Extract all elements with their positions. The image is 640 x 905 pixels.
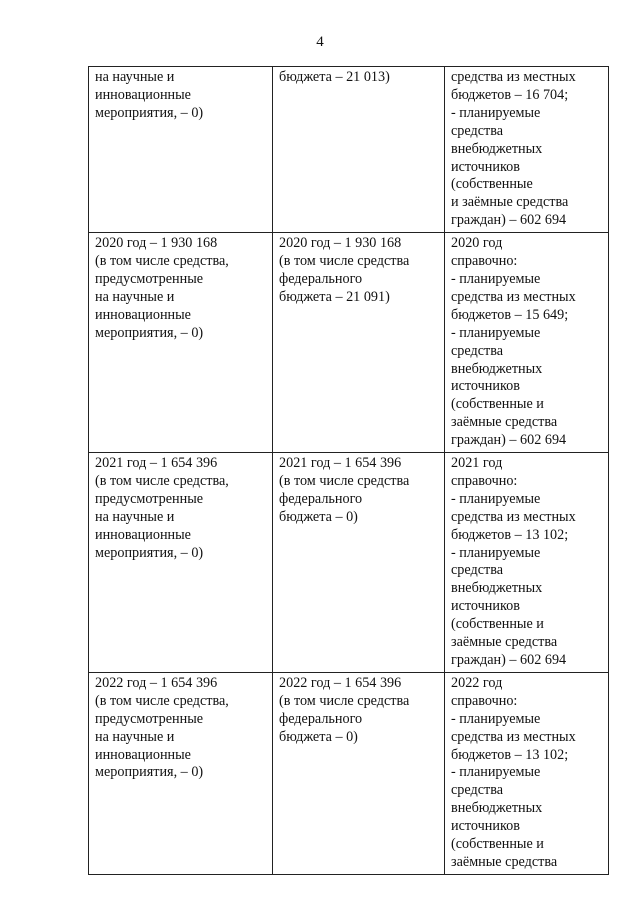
cell-text-line: на научные и	[95, 508, 175, 525]
cell-text-line: граждан) – 602 694	[451, 652, 567, 668]
reference-funding-cell	[445, 233, 609, 453]
cell-text-line: средства	[451, 562, 504, 579]
cell-text-line: (в том числе средства,	[95, 692, 229, 709]
funding-table	[88, 66, 609, 875]
cell-text-line: источников	[451, 378, 520, 395]
cell-text-line: (в том числе средства,	[95, 472, 229, 489]
reference-funding-cell	[445, 67, 609, 233]
page-number: 4	[316, 34, 324, 50]
cell-text-line: бюджетов – 13 102;	[451, 746, 569, 763]
cell-text-line: (собственные и	[451, 836, 544, 853]
cell-text-line: заёмные средства	[451, 853, 558, 870]
cell-text-line: федерального	[279, 490, 363, 507]
cell-text-line: федерального	[279, 270, 363, 287]
federal-budget-cell	[273, 67, 445, 233]
cell-text-line: бюджетов – 16 704;	[451, 86, 569, 103]
cell-text-line: бюджета – 0)	[279, 728, 358, 745]
total-funding-cell	[89, 233, 273, 453]
total-funding-cell	[89, 672, 273, 874]
cell-text-line: мероприятия, – 0)	[95, 544, 204, 561]
cell-text-line: 2021 год – 1 654 396	[279, 455, 402, 472]
cell-text-line: - планируемые	[451, 490, 541, 507]
cell-text-line: и заёмные средства	[451, 194, 569, 211]
cell-text-line: на научные и	[95, 69, 175, 85]
cell-text-line: 2020 год – 1 930 168	[95, 235, 218, 252]
cell-text-line: 2022 год – 1 654 396	[279, 674, 402, 691]
cell-text-line: средства из местных	[451, 728, 576, 745]
table-row	[89, 453, 609, 673]
cell-text-line: мероприятия, – 0)	[95, 764, 204, 781]
table-row	[89, 67, 609, 233]
cell-text-line: предусмотренные	[95, 490, 204, 507]
cell-text-line: (собственные	[451, 176, 533, 193]
cell-text-line: заёмные средства	[451, 414, 558, 431]
cell-text-line: (в том числе средства,	[95, 253, 229, 270]
cell-text-line: на научные и	[95, 728, 175, 745]
cell-text-line: средства	[451, 342, 504, 359]
cell-text-line: средства из местных	[451, 508, 576, 525]
cell-text-line: источников	[451, 818, 520, 835]
cell-text-line: внебюджетных	[451, 140, 543, 157]
reference-funding-cell	[445, 453, 609, 673]
cell-text-line: 2020 год	[451, 235, 503, 252]
cell-text-line: внебюджетных	[451, 360, 543, 377]
cell-text-line: средства из местных	[451, 69, 576, 85]
cell-text-line: - планируемые	[451, 764, 541, 781]
cell-text-line: бюджетов – 13 102;	[451, 526, 569, 543]
cell-text-line: внебюджетных	[451, 800, 543, 817]
cell-text-line: средства	[451, 782, 504, 799]
cell-text-line: на научные и	[95, 288, 175, 305]
cell-text-line: бюджета – 21 091)	[279, 288, 390, 305]
cell-text-line: внебюджетных	[451, 580, 543, 597]
cell-text-line: справочно:	[451, 472, 518, 489]
table-row	[89, 233, 609, 453]
cell-text-line: средства	[451, 122, 504, 139]
cell-text-line: инновационные	[95, 86, 191, 103]
cell-text-line: предусмотренные	[95, 710, 204, 727]
cell-text-line: мероприятия, – 0)	[95, 104, 204, 121]
cell-text-line: - планируемые	[451, 270, 541, 287]
cell-text-line: федерального	[279, 710, 363, 727]
cell-text-line: граждан) – 602 694	[451, 212, 567, 229]
federal-budget-cell	[273, 233, 445, 453]
cell-text-line: инновационные	[95, 746, 191, 763]
reference-funding-cell	[445, 672, 609, 874]
cell-text-line: 2021 год	[451, 455, 503, 472]
total-funding-cell	[89, 453, 273, 673]
cell-text-line: - планируемые	[451, 710, 541, 727]
federal-budget-cell	[273, 453, 445, 673]
cell-text-line: заёмные средства	[451, 634, 558, 651]
cell-text-line: источников	[451, 158, 520, 175]
total-funding-cell	[89, 67, 273, 233]
cell-text-line: (в том числе средства	[279, 472, 410, 489]
cell-text-line: (собственные и	[451, 396, 544, 413]
cell-text-line: бюджета – 21 013)	[279, 69, 390, 85]
cell-text-line: средства из местных	[451, 288, 576, 305]
cell-text-line: - планируемые	[451, 104, 541, 121]
federal-budget-cell	[273, 672, 445, 874]
cell-text-line: 2022 год	[451, 674, 503, 691]
cell-text-line: 2021 год – 1 654 396	[95, 455, 218, 472]
cell-text-line: бюджетов – 15 649;	[451, 306, 569, 323]
cell-text-line: - планируемые	[451, 324, 541, 341]
cell-text-line: 2020 год – 1 930 168	[279, 235, 402, 252]
cell-text-line: (собственные и	[451, 616, 544, 633]
cell-text-line: граждан) – 602 694	[451, 432, 567, 449]
cell-text-line: (в том числе средства	[279, 692, 410, 709]
cell-text-line: предусмотренные	[95, 270, 204, 287]
cell-text-line: источников	[451, 598, 520, 615]
cell-text-line: справочно:	[451, 692, 518, 709]
cell-text-line: мероприятия, – 0)	[95, 324, 204, 341]
cell-text-line: инновационные	[95, 306, 191, 323]
cell-text-line: бюджета – 0)	[279, 508, 358, 525]
table-row	[89, 672, 609, 874]
cell-text-line: (в том числе средства	[279, 253, 410, 270]
cell-text-line: инновационные	[95, 526, 191, 543]
cell-text-line: - планируемые	[451, 544, 541, 561]
cell-text-line: 2022 год – 1 654 396	[95, 674, 218, 691]
cell-text-line: справочно:	[451, 253, 518, 270]
